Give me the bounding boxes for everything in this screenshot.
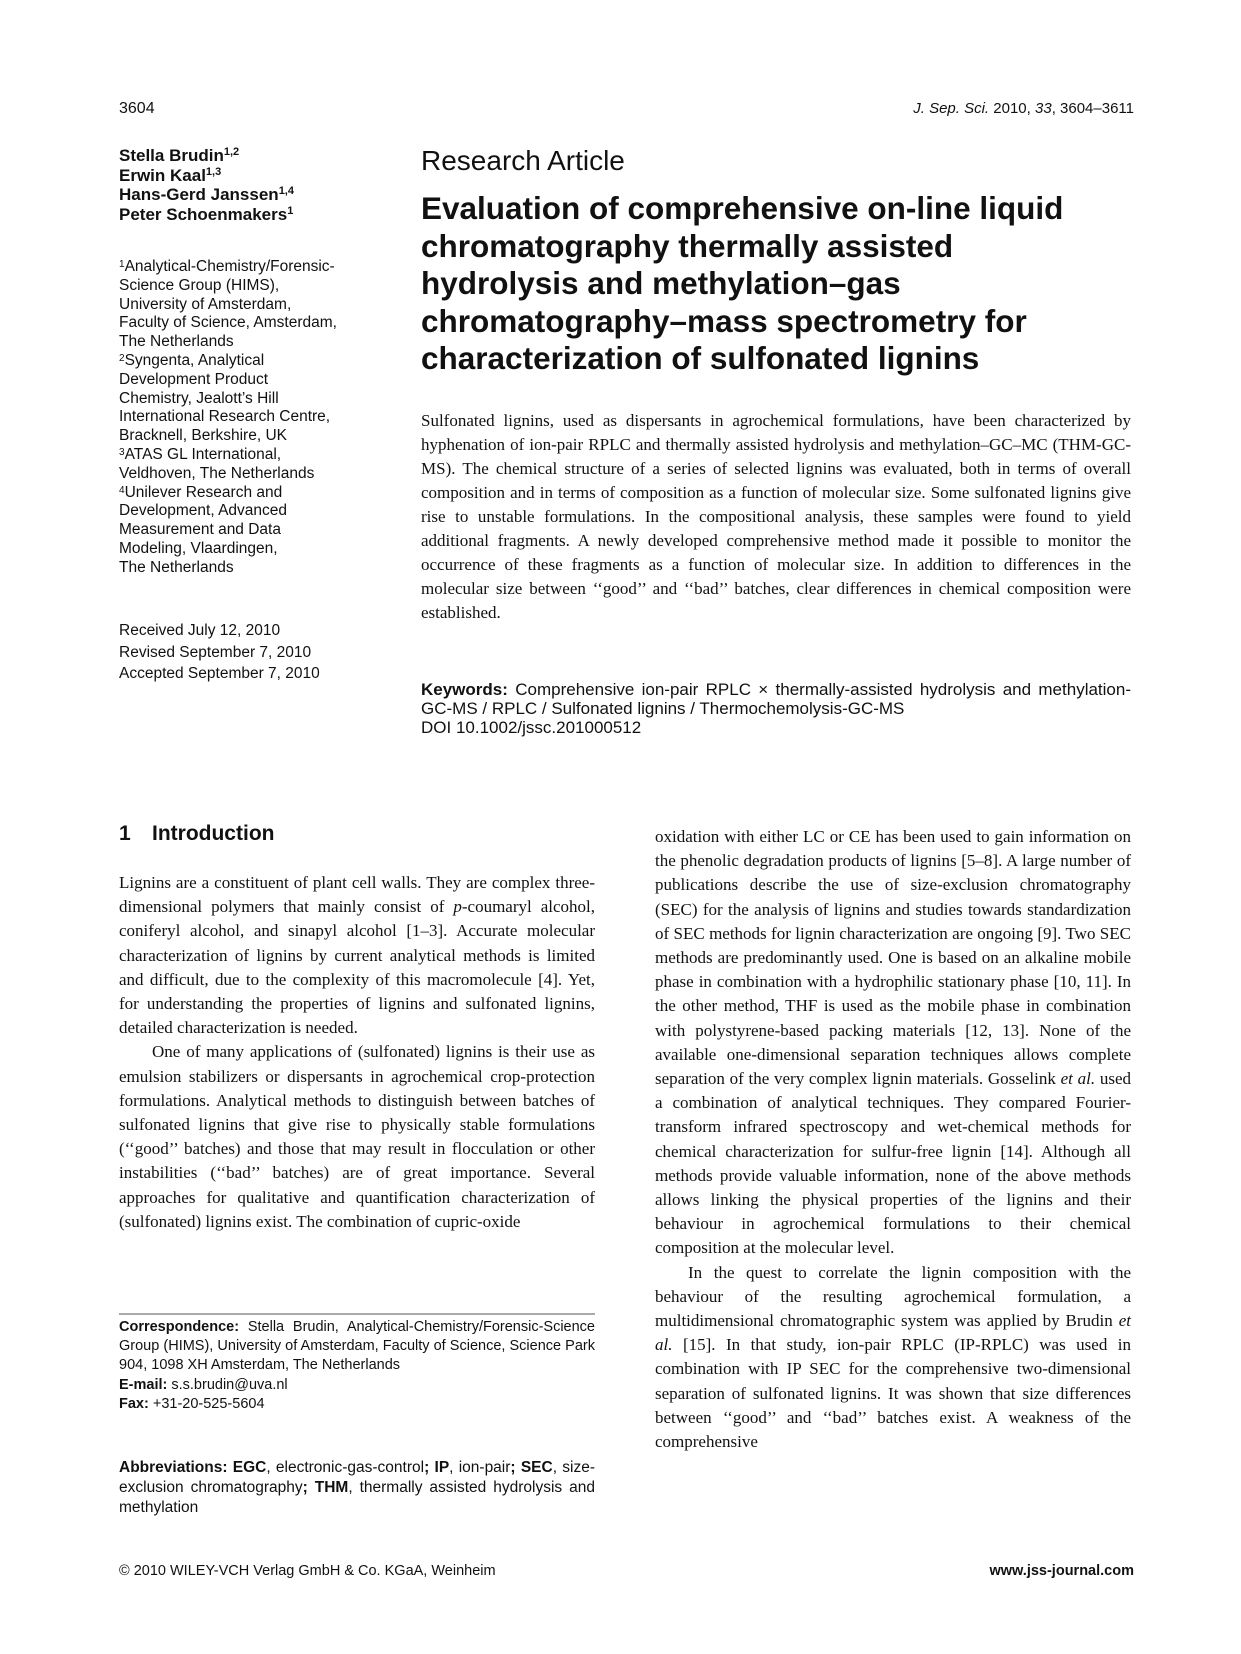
email-link[interactable]: s.s.brudin@uva.nl bbox=[171, 1376, 288, 1393]
fax-number: +31-20-525-5604 bbox=[152, 1395, 265, 1412]
journal-pages: 3604–3611 bbox=[1060, 100, 1134, 117]
page-number: 3604 bbox=[119, 100, 155, 117]
paragraph: In the quest to correlate the lignin composition with the behaviour of the resulting agrochemical formulation, a multidimensional chromatographic system was applied by Brudin et al. [15]. In that study, ion-pair RPLC (IP-RPLC) was used in combination with IP SEC for the comprehensive two-dimensional separation of sulfonated lignins. It was shown that size differences between ‘‘good’’ and ‘‘bad’’ batches exist. A weakness of the comprehensive bbox=[655, 1262, 1131, 1452]
abbreviations: Abbreviations: EGC, electronic-gas-control; IP, ion-pair; SEC, size-exclusion chromatography; THM, thermally assisted hydrolysis and methylation bbox=[119, 1459, 595, 1516]
body-column-left bbox=[119, 871, 595, 1234]
correspondence-label: Correspondence: bbox=[119, 1319, 240, 1335]
copyright: © 2010 WILEY-VCH Verlag GmbH & Co. KGaA, Weinheim bbox=[119, 1563, 496, 1579]
article-title: Evaluation of comprehensive on-line liquid chromatography thermally assisted hydrolysis and methylation–gas chromatography–mass spectrometry for characterization of sulfonated lignins bbox=[421, 190, 1064, 376]
body-column-right bbox=[655, 825, 1131, 1454]
keywords bbox=[421, 680, 1131, 718]
affiliation-list bbox=[119, 258, 399, 578]
abstract: Sulfonated lignins, used as dispersants in agrochemical formulations, have been characterized by hyphenation of ion-pair RPLC and thermally assisted hydrolysis and methylation–GC–MC (THM-GC-MS). The chemical structure of a series of selected lignins was evaluated, both in terms of overall composition and in terms of composition as a function of molecular size. Some sulfonated lignins give rise to unstable formulations. In the compositional analysis, these samples were found to yield additional fragments. A newly developed comprehensive method made it possible to monitor the occurrence of these fragments as a function of molecular size. In addition to differences in the molecular size between ‘‘good’’ and ‘‘bad’’ batches, clear differences in chemical composition were established. bbox=[421, 411, 1131, 622]
paragraph: One of many applications of (sulfonated) lignins is their use as emulsion stabilizers or dispersants in agrochemical crop-protection formulations. Analytical methods to distinguish between batches of sulfonated lignins that give rise to physically stable formulations (‘‘good’’ batches) and those that may result in flocculation or other instabilities (‘‘bad’’ batches) are of great importance. Several approaches for qualitative and quantification characterization of (sulfonated) lignins exist. The combination of cupric-oxide bbox=[119, 1042, 595, 1231]
journal-abbrev: J. Sep. Sci. bbox=[913, 100, 990, 117]
author-affiliation-ref: 1,2 bbox=[223, 146, 240, 158]
publication-dates bbox=[119, 620, 399, 685]
abbreviations-label: Abbreviations: bbox=[119, 1459, 228, 1476]
affiliation: $^4$Unilever Research and Development, Advanced Measurement and Data Modeling, Vlaardingen, The Netherlands bbox=[119, 483, 288, 576]
article-type: Research Article bbox=[421, 145, 625, 176]
paragraph: Lignins are a constituent of plant cell walls. They are complex three-dimensional polymers that mainly consist of p-coumaryl alcohol, coniferyl alcohol, and sinapyl alcohol [1–3]. Accurate molecular characterization of lignins by current analytical methods is limited and difficult, due to the complexity of this macromolecule [4]. Yet, for understanding the properties of lignins and sulfonated lignins, detailed characterization is needed. bbox=[119, 873, 595, 1038]
journal-volume: 33 bbox=[1035, 100, 1052, 117]
keywords-label: Keywords: bbox=[421, 680, 508, 699]
revised-date: Revised September 7, 2010 bbox=[119, 643, 312, 661]
author-affiliation-ref: 1,3 bbox=[205, 165, 222, 178]
footnote-divider bbox=[119, 1313, 595, 1315]
keywords-text: Comprehensive ion-pair RPLC × thermally-assisted hydrolysis and methylation-GC-MS / RPLC / Sulfonated lignins / Thermochemolysis-GC-MS bbox=[421, 680, 1131, 718]
journal-year: 2010 bbox=[993, 100, 1027, 117]
received-date: Received July 12, 2010 bbox=[119, 622, 281, 639]
section-heading bbox=[119, 822, 274, 846]
paragraph: oxidation with either LC or CE has been used to gain information on the phenolic degradation products of lignins [5–8]. A large number of publications describe the use of size-exclusion chromatography (SEC) for the analysis of lignins and studies towards standardization of SEC methods for lignin characterization are ongoing [9]. Two SEC methods are predominantly used. One is based on an alkaline mobile phase in combination with a hydrophilic stationary phase [10, 11]. In the other method, THF is used as the mobile phase in combination with polystyrene-based packing materials [12, 13]. None of the available one-dimensional separation techniques allows complete separation of the very complex lignin materials. Gosselink et al. used a combination of analytical techniques. They compared Fourier-transform infrared spectroscopy and wet-chemical methods for chemical characterization for sulfur-free lignin [14]. Although all methods provide valuable information, none of the above methods allows linking the physical properties of the lignins and their behaviour in agrochemical formulations to their chemical composition at the molecular level. bbox=[655, 827, 1131, 1258]
affiliation: $^3$ATAS GL International, Veldhoven, The Netherlands bbox=[119, 445, 315, 482]
journal-citation: J. Sep. Sci. 2010, 33, 3604–3611 bbox=[913, 100, 1134, 117]
author-affiliation-ref: 1,4 bbox=[278, 185, 294, 197]
author: Stella Brudin$^{1,2}$ bbox=[119, 146, 240, 165]
author: Hans-Gerd Janssen$^{1,4}$ bbox=[119, 185, 294, 204]
section-title: Introduction bbox=[152, 822, 275, 845]
affiliation: $^2$Syngenta, Analytical Development Product Chemistry, Jealott’s Hill International Research Centre, Bracknell, Berkshire, UK bbox=[119, 351, 331, 445]
author: Erwin Kaal$^{1,3}$ bbox=[119, 165, 222, 185]
affiliation: $^1$Analytical-Chemistry/Forensic- Science Group (HIMS), University of Amsterdam, Faculty of Science, Amsterdam, The Netherlands bbox=[119, 258, 337, 351]
author-list bbox=[119, 146, 389, 224]
author-affiliation-ref: 1 bbox=[287, 204, 294, 217]
correspondence: Correspondence: Stella Brudin, Analytical-Chemistry/Forensic-Science Group (HIMS), University of Amsterdam, Faculty of Science, Science Park 904, 1098 XH Amsterdam, The Netherlands E-mail: s.s.brudin@uva.nl Fax: +31-20-525-5604 bbox=[119, 1319, 595, 1412]
author: Peter Schoenmakers$^1$ bbox=[119, 204, 294, 224]
accepted-date: Accepted September 7, 2010 bbox=[119, 665, 320, 682]
journal-website-link[interactable]: www.jss-journal.com bbox=[989, 1563, 1134, 1579]
section-number: 1 bbox=[119, 822, 131, 845]
doi[interactable]: DOI 10.1002/jssc.201000512 bbox=[421, 718, 642, 737]
